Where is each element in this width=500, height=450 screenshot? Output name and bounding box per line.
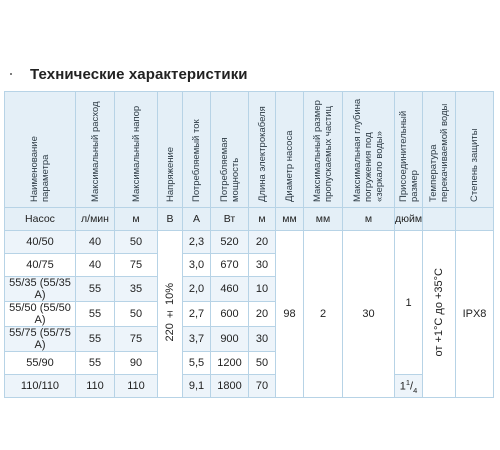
header-row xyxy=(5,92,494,208)
pump-name: 55/35 (55/35 А) xyxy=(5,277,76,302)
unit-particle: мм xyxy=(304,208,343,231)
cable-value: 50 xyxy=(249,352,276,375)
head-value: 50 xyxy=(115,231,158,254)
header-max-flow xyxy=(76,92,115,208)
cable-value: 30 xyxy=(249,254,276,277)
unit-protection xyxy=(456,208,494,231)
protection-value: IPX8 xyxy=(456,231,494,398)
header-name-text: Наименование параметра xyxy=(29,136,51,202)
cable-value: 30 xyxy=(249,327,276,352)
header-depth xyxy=(343,92,395,208)
unit-temperature xyxy=(423,208,456,231)
power-value: 600 xyxy=(211,302,249,327)
unit-name: Насос xyxy=(5,208,76,231)
unit-voltage: В xyxy=(158,208,183,231)
header-connection-text: Присоединительный размер xyxy=(397,110,420,202)
temperature-value xyxy=(423,231,456,398)
current-value: 2,0 xyxy=(183,277,211,302)
page-title: Технические характеристики xyxy=(30,66,248,83)
current-value: 9,1 xyxy=(183,375,211,398)
head-value: 110 xyxy=(115,375,158,398)
unit-power: Вт xyxy=(211,208,249,231)
header-cable xyxy=(249,92,276,208)
header-protection xyxy=(456,92,494,208)
power-value: 900 xyxy=(211,327,249,352)
bullet-dot xyxy=(10,73,12,75)
cable-value: 10 xyxy=(249,277,276,302)
flow-value: 40 xyxy=(76,254,115,277)
power-value: 1200 xyxy=(211,352,249,375)
voltage-value xyxy=(158,231,183,398)
header-connection xyxy=(395,92,423,208)
voltage-text: 220 ± 10% xyxy=(164,283,176,342)
connection-whole: 1 xyxy=(399,380,406,393)
head-value: 75 xyxy=(115,254,158,277)
head-value: 90 xyxy=(115,352,158,375)
header-voltage xyxy=(158,92,183,208)
table-row xyxy=(5,375,494,398)
connection-numerator: 1 xyxy=(405,377,411,387)
current-value: 5,5 xyxy=(183,352,211,375)
unit-current: А xyxy=(183,208,211,231)
header-depth-text: Максимальная глубина погружения под «зеркало воды» xyxy=(352,98,385,202)
spec-table xyxy=(4,91,494,398)
unit-cable: м xyxy=(249,208,276,231)
unit-diameter: мм xyxy=(276,208,304,231)
header-max-head xyxy=(115,92,158,208)
header-diameter xyxy=(276,92,304,208)
head-value: 35 xyxy=(115,277,158,302)
header-current-text: Потребляемый ток xyxy=(191,119,202,202)
power-value: 670 xyxy=(211,254,249,277)
header-max-head-text: Максимальный напор xyxy=(130,105,142,202)
current-value: 3,0 xyxy=(183,254,211,277)
header-cable-text: Длина электрокабеля xyxy=(256,106,268,202)
pump-name: 110/110 xyxy=(5,375,76,398)
flow-value: 55 xyxy=(76,352,115,375)
header-power-text: Потребляемая мощность xyxy=(218,137,241,202)
connection-denominator: 4 xyxy=(413,385,418,395)
power-value: 460 xyxy=(211,277,249,302)
power-value: 520 xyxy=(211,231,249,254)
flow-value: 55 xyxy=(76,277,115,302)
header-particle xyxy=(304,92,343,208)
connection-value: 1 xyxy=(395,231,423,375)
unit-depth: м xyxy=(343,208,395,231)
current-value: 3,7 xyxy=(183,327,211,352)
depth-value: 30 xyxy=(343,231,395,398)
pump-name: 55/75 (55/75 А) xyxy=(5,327,76,352)
pump-name: 55/50 (55/50 А) xyxy=(5,302,76,327)
power-value: 1800 xyxy=(211,375,249,398)
diameter-value: 98 xyxy=(276,231,304,398)
connection-value-last: $1^1/_4$ xyxy=(395,375,423,398)
header-name xyxy=(5,92,76,208)
head-value: 50 xyxy=(115,302,158,327)
header-diameter-text: Диаметр насоса xyxy=(284,130,295,202)
pump-name: 40/75 xyxy=(5,254,76,277)
flow-value: 40 xyxy=(76,231,115,254)
flow-value: 55 xyxy=(76,302,115,327)
unit-max-flow: л/мин xyxy=(76,208,115,231)
unit-max-head: м xyxy=(115,208,158,231)
flow-value: 110 xyxy=(76,375,115,398)
units-row xyxy=(5,208,494,231)
flow-value: 55 xyxy=(76,327,115,352)
cable-value: 20 xyxy=(249,231,276,254)
header-voltage-text: Напряжение xyxy=(164,146,176,202)
particle-value: 2 xyxy=(304,231,343,398)
pump-name: 55/90 xyxy=(5,352,76,375)
pump-name: 40/50 xyxy=(5,231,76,254)
current-value: 2,3 xyxy=(183,231,211,254)
head-value: 75 xyxy=(115,327,158,352)
cable-value: 20 xyxy=(249,302,276,327)
header-protection-text: Степень защиты xyxy=(469,128,480,202)
unit-connection: дюйм xyxy=(395,208,423,231)
header-current xyxy=(183,92,211,208)
header-temperature xyxy=(423,92,456,208)
header-temperature-text: Температура перекачиваемой воды xyxy=(428,103,450,202)
temperature-text: от +1°C до +35°C xyxy=(433,268,445,357)
header-max-flow-text: Максимальный расход xyxy=(89,101,101,202)
current-value: 2,7 xyxy=(183,302,211,327)
table-row xyxy=(5,231,494,254)
header-power xyxy=(211,92,249,208)
cable-value: 70 xyxy=(249,375,276,398)
header-particle-text: Максимальный размер пропускаемых частиц xyxy=(312,100,334,202)
